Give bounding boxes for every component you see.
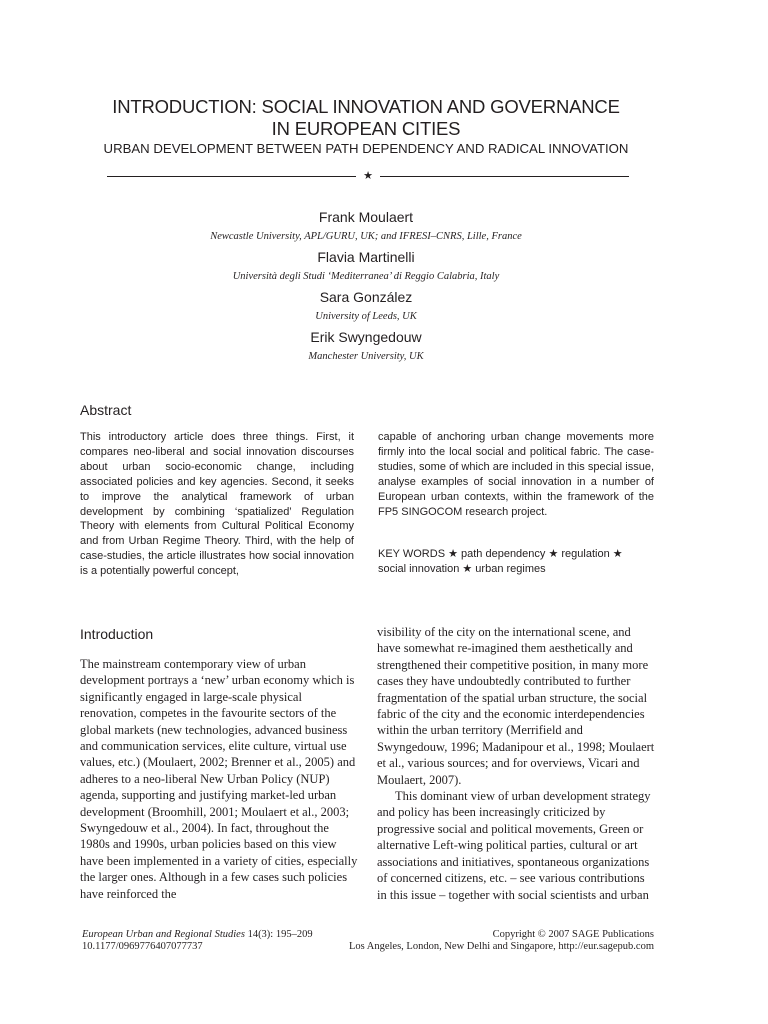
publisher-line: Los Angeles, London, New Delhi and Singapore, http://eur.sagepub.com xyxy=(348,941,654,952)
star-icon: ★ xyxy=(363,170,373,182)
introduction-column-left: The mainstream contemporary view of urban development portrays a ‘new’ urban economy which is significantly engaged in large-scale physical renovation, competes in the favourite sectors of the global markets (new technologies, advanced business and communication services, elite culture, virtual use values, etc.) (Moulaert, 2002; Brenner et al., 2005) and adheres to a neo-liberal New Urban Policy (NUP) agenda, supporting and justifying market-led urban development (Broomhill, 2001; Moulaert et al., 2003; Swyngedouw et al., 2004). In fact, throughout the 1980s and 1990s, urban policies based on this view have been implemented in a variety of cities, especially the larger ones. Although in a few cases such policies have reinforced the xyxy=(80,657,358,901)
copyright: Copyright © 2007 SAGE Publications xyxy=(492,929,654,940)
article-title xyxy=(60,96,672,140)
introduction-heading: Introduction xyxy=(80,626,154,642)
author-name: Flavia Martinelli xyxy=(317,249,415,265)
journal-name: European Urban and Regional Studies xyxy=(82,929,245,940)
keywords-line-2: social innovation ★ urban regimes xyxy=(378,563,546,575)
author-affiliation: Newcastle University, APL/GURU, UK; and IFRESI–CNRS, Lille, France xyxy=(210,231,522,242)
abstract-column-right: capable of anchoring urban change movements more firmly into the local social and political fabric. The case-studies, some of which are included in this special issue, analyse examples of social innovation in a number of European urban contexts, within the framework of the FP5 SINGOCOM research project. xyxy=(378,431,654,518)
abstract-column-left: This introductory article does three things. First, it compares neo-liberal and social innovation discourses about urban socio-economic change, including associated policies and key agencies. Second, it seeks to improve the analytical framework of urban development by combining ‘spatialized’ Regulation Theory with elements from Cultural Political Economy and from Urban Regime Theory. Third, with the help of case-studies, the article illustrates how social innovation is a potentially powerful concept, xyxy=(80,431,354,578)
abstract-heading: Abstract xyxy=(80,402,132,418)
author-name: Sara González xyxy=(319,289,413,305)
author-list xyxy=(60,208,672,368)
divider-rule-left xyxy=(107,176,356,177)
journal-volume: 14(3): 195–209 xyxy=(247,929,313,940)
title-divider xyxy=(107,167,629,185)
paragraph: This dominant view of urban development strategy and policy has been increasingly criticized by progressive social and political movements, Green or alternative Left-wing political parties, cultural or art associations and initiatives, spontaneous organizations of concerned citizens, etc. – see various contributions in this issue – together with social scientists and urban xyxy=(377,789,651,902)
title-line-1: INTRODUCTION: SOCIAL INNOVATION AND GOVERNANCE xyxy=(112,96,620,117)
footer-copyright xyxy=(349,929,654,953)
paragraph: visibility of the city on the international scene, and have somewhat re-imagined them aesthetically and strengthened their competitive position, in many more cases they have undoubtedly contributed to further fragmentation of the spatial urban structure, the social fabric of the city and the economic interdependencies within the urban territory (Merrifield and Swyngedouw, 1996; Madanipour et al., 1998; Moulaert et al., various sources; and for overviews, Vicari and Moulaert, 2007). xyxy=(377,625,655,787)
author-affiliation: Università degli Studi ‘Mediterranea’ di Reggio Calabria, Italy xyxy=(232,271,500,282)
keywords xyxy=(378,547,654,577)
author-affiliation: Manchester University, UK xyxy=(308,351,424,362)
footer-citation xyxy=(82,929,313,953)
keywords-line-1: KEY WORDS ★ path dependency ★ regulation ★ xyxy=(378,548,623,560)
article-subtitle: URBAN DEVELOPMENT BETWEEN PATH DEPENDENCY AND RADICAL INNOVATION xyxy=(103,141,629,156)
author-name: Erik Swyngedouw xyxy=(310,329,422,345)
introduction-column-right xyxy=(377,624,655,903)
divider-rule-right xyxy=(380,176,629,177)
author-name: Frank Moulaert xyxy=(318,209,414,225)
title-line-2: IN EUROPEAN CITIES xyxy=(271,118,461,139)
author-affiliation: University of Leeds, UK xyxy=(315,311,417,322)
doi: 10.1177/0969776407077737 xyxy=(82,941,203,952)
